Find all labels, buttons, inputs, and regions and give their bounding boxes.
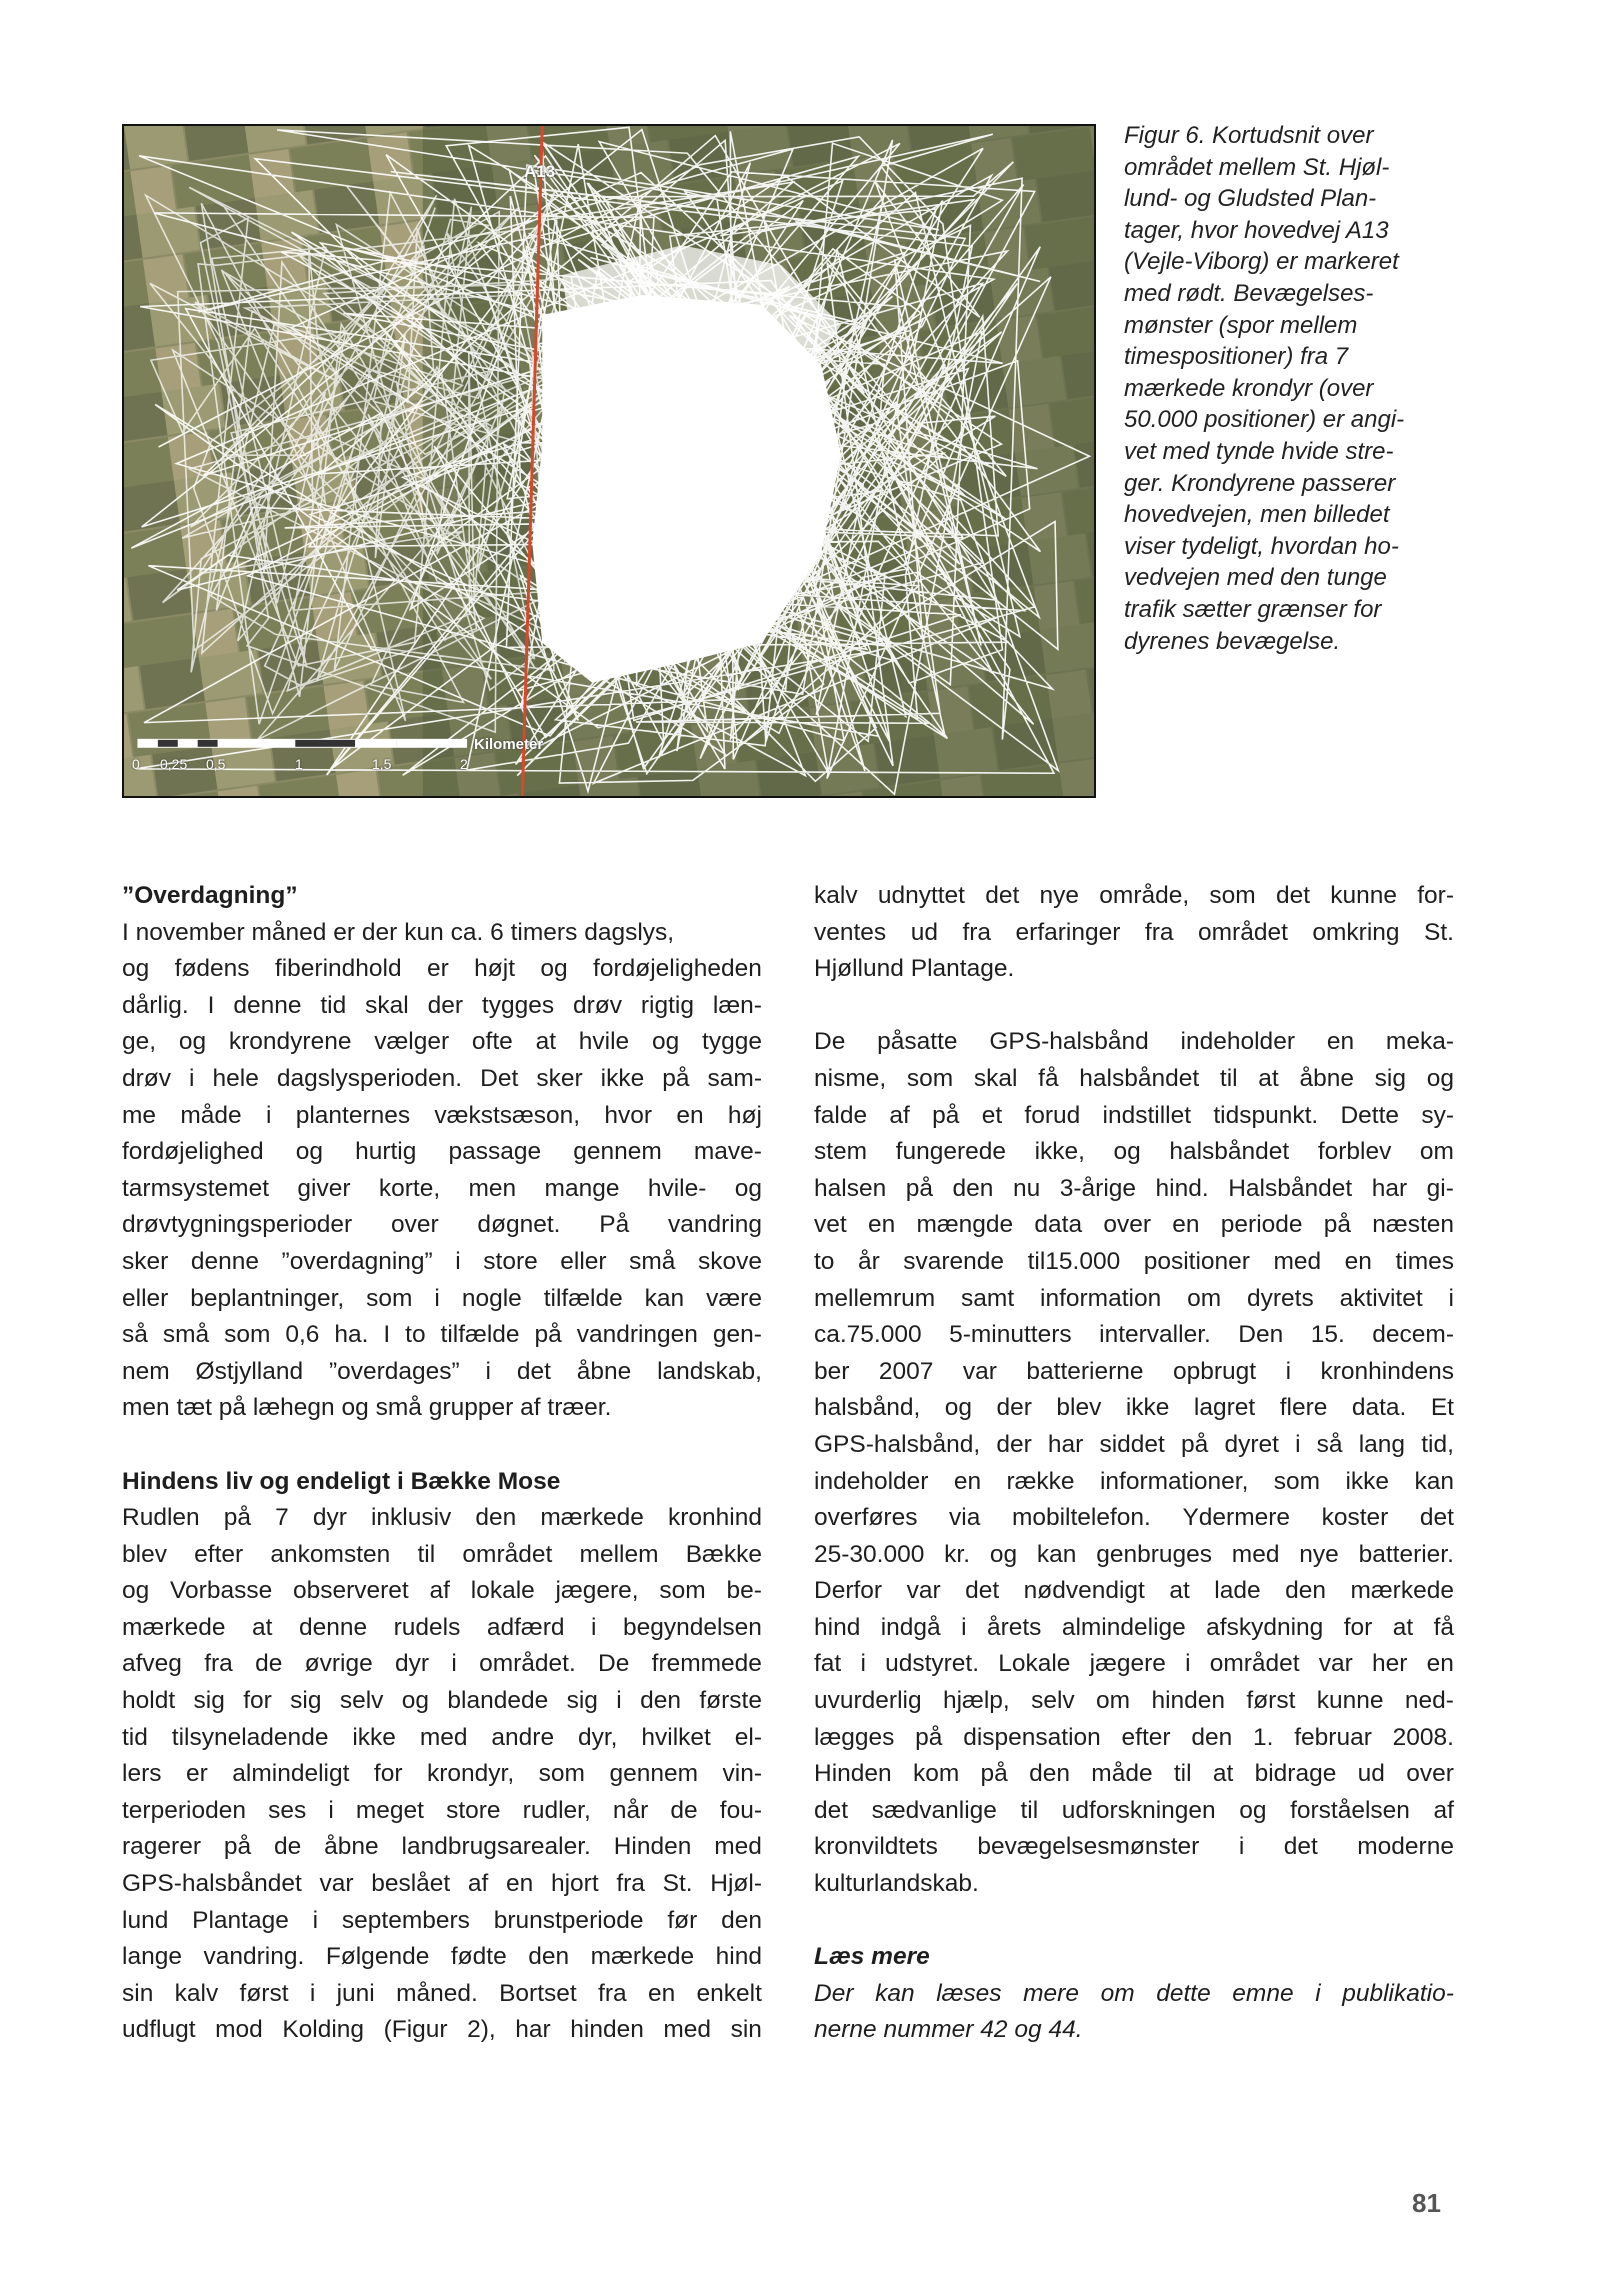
road-label: A13 [524, 162, 556, 181]
body-text-line: og Vorbasse observeret af lokale jægere, som be- [122, 1577, 762, 1605]
body-text-line: indeholder en række informationer, som ikke kan [814, 1467, 1454, 1495]
caption-line: mønster (spor mellem [1124, 311, 1358, 339]
caption-line: med rødt. Bevægelses- [1124, 279, 1374, 307]
body-text-line: to år svarende til15.000 positioner med en times [814, 1247, 1454, 1275]
body-text-line: sker denne ”overdagning” i store eller små skove [122, 1247, 762, 1275]
text-column-left [122, 878, 762, 2049]
body-text-line: kalv udnyttet det nye område, som det kunne for- [814, 882, 1454, 909]
body-text-line: hind indgå i årets almindelige afskydning for at få [814, 1613, 1454, 1641]
section-heading: ”Overdagning” [122, 882, 298, 909]
caption-line: vedvejen med den tunge [1124, 564, 1387, 592]
body-text-line: kulturlandskab. [814, 1870, 979, 1898]
body-text-line: udflugt mod Kolding (Figur 2), har hinden med sin [122, 2016, 762, 2044]
body-text-line: GPS-halsbåndet var beslået af en hjort fra St. Hjøl- [122, 1870, 762, 1898]
body-text-line: lund Plantage i septembers brunstperiode før den [122, 1906, 762, 1934]
body-text-line: vet en mængde data over en periode på næsten [814, 1211, 1454, 1239]
body-text-line: kronvildtets bevægelsesmønster i det moderne [814, 1833, 1454, 1861]
body-text-line: Rudlen på 7 dyr inklusiv den mærkede kronhind [122, 1504, 762, 1532]
body-text-line: lægges på dispensation efter den 1. februar 2008. [814, 1723, 1454, 1751]
body-text-line: holdt sig for sig selv og blandede sig i den første [122, 1687, 762, 1715]
figure-caption [1124, 120, 1454, 657]
body-text-line: halsen på den nu 3-årige hind. Halsbåndet har gi- [814, 1174, 1454, 1202]
caption-line: viser tydeligt, hvordan ho- [1124, 532, 1399, 560]
body-text-line: Der kan læses mere om dette emne i publikatio- [814, 1979, 1454, 2007]
map-figure [122, 124, 1096, 798]
body-text-line: I november måned er der kun ca. 6 timers dagslys, [122, 918, 675, 946]
body-text-line: ge, og krondyrene vælger ofte at hvile og tygge [122, 1028, 762, 1056]
body-text-line: tid tilsyneladende ikke med andre dyr, hvilket el- [122, 1723, 762, 1751]
body-text-line: overføres via mobiltelefon. Ydermere koster det [814, 1504, 1454, 1532]
body-text-line: me måde i planternes vækstsæson, hvor en høj [122, 1101, 762, 1129]
caption-line: dyrenes bevægelse. [1124, 627, 1341, 655]
body-text-line: uvurderlig hjælp, selv om hinden først kunne ned- [814, 1687, 1454, 1715]
scale-tick: 2 [460, 756, 468, 772]
body-text-line: nem Østjylland ”overdages” i det åbne landskab, [122, 1357, 762, 1385]
body-text-line: mærkede at denne rudels adfærd i begyndelsen [122, 1613, 762, 1641]
caption-line: timespositioner) fra 7 [1124, 343, 1349, 371]
scale-unit-label: Kilometer [474, 736, 544, 753]
body-text-line: eller beplantninger, som i nogle tilfælde kan være [122, 1284, 762, 1312]
body-text-line: Hinden kom på den måde til at bidrage ud over [814, 1760, 1454, 1788]
caption-line: 50.000 positioner) er angi- [1124, 406, 1405, 434]
body-text-line: Hjøllund Plantage. [814, 955, 1015, 983]
body-text-line: sin kalv først i juni måned. Bortset fra en enkelt [122, 1979, 762, 2007]
body-text-line: og fødens fiberindhold er højt og fordøjeligheden [122, 955, 762, 983]
caption-line: trafik sætter grænser for [1124, 595, 1382, 623]
caption-line: vet med tynde hvide stre- [1124, 437, 1394, 465]
text-column-right [814, 878, 1454, 2049]
body-text-line: mellemrum samt information om dyrets aktivitet i [814, 1284, 1454, 1312]
body-text-line: fordøjelighed og hurtig passage gennem mave- [122, 1138, 762, 1166]
scale-tick: 0,5 [206, 756, 226, 772]
body-text-line: halsbånd, og der blev ikke lagret flere data. Et [814, 1394, 1454, 1422]
paragraph-gap [122, 1427, 762, 1464]
caption-line: ger. Krondyrene passerer [1124, 469, 1396, 497]
body-text-line: tarmsystemet giver korte, men mange hvile- og [122, 1174, 762, 1202]
caption-line: mærkede krondyr (over [1124, 374, 1374, 402]
paragraph-gap [814, 988, 1454, 1025]
body-text-line: lange vandring. Følgende fødte den mærkede hind [122, 1943, 762, 1971]
caption-line: området mellem St. Hjøl- [1124, 153, 1390, 181]
paragraph-gap [814, 1903, 1454, 1940]
caption-line: Figur 6. Kortudsnit over [1124, 122, 1374, 149]
body-text-line: ragerer på de åbne landbrugsarealer. Hinden med [122, 1833, 762, 1861]
body-text-line: så små som 0,6 ha. I to tilfælde på vandringen gen- [122, 1321, 762, 1349]
body-text-line: ber 2007 var batterierne opbrugt i kronhindens [814, 1357, 1454, 1385]
body-text-line: drøvtygningsperioder over døgnet. På vandring [122, 1211, 762, 1239]
body-text-line: nisme, som skal få halsbåndet til at åbne sig og [814, 1064, 1454, 1092]
caption-line: hovedvejen, men billedet [1124, 501, 1390, 529]
body-text-line: falde af på et forud indstillet tidspunkt. Dette sy- [814, 1101, 1454, 1129]
section-heading: Læs mere [814, 1943, 930, 1971]
caption-line: lund- og Gludsted Plan- [1124, 185, 1377, 213]
body-text-line: ca.75.000 5-minutters intervaller. Den 15. decem- [814, 1321, 1454, 1349]
scale-tick: 0,25 [160, 756, 188, 772]
body-text-line: terperioden ses i meget store rudler, når de fou- [122, 1796, 762, 1824]
body-text-line: fat i udstyret. Lokale jægere i området var her en [814, 1650, 1454, 1678]
caption-line: tager, hvor hovedvej A13 [1124, 216, 1389, 244]
page-number: 81 [1412, 2188, 1441, 2218]
body-text-line: men tæt på læhegn og små grupper af træer. [122, 1394, 612, 1422]
body-text-line: det sædvanlige til udforskningen og forståelsen af [814, 1796, 1454, 1824]
body-text-line: nerne nummer 42 og 44. [814, 2016, 1083, 2044]
scale-tick: 1,5 [372, 756, 392, 772]
body-text-line: ventes ud fra erfaringer fra området omkring St. [814, 918, 1454, 946]
body-text-line: GPS-halsbånd, der har siddet på dyret i så lang tid, [814, 1430, 1454, 1458]
scale-tick: 0 [132, 756, 140, 772]
caption-line: (Vejle-Viborg) er markeret [1124, 248, 1399, 276]
body-text-line: drøv i hele dagslysperioden. Det sker ikke på sam- [122, 1064, 762, 1092]
body-text-line: blev efter ankomsten til området mellem Bække [122, 1540, 762, 1568]
body-text-line: afveg fra de øvrige dyr i området. De fremmede [122, 1650, 762, 1678]
body-text-line: 25-30.000 kr. og kan genbruges med nye batterier. [814, 1540, 1454, 1568]
body-text-line: Derfor var det nødvendigt at lade den mærkede [814, 1577, 1454, 1605]
body-text-line: stem fungerede ikke, og halsbåndet forblev om [814, 1138, 1454, 1166]
body-text-line: lers er almindeligt for krondyr, som gennem vin- [122, 1760, 762, 1788]
section-heading: Hindens liv og endeligt i Bække Mose [122, 1467, 561, 1495]
body-text-line: De påsatte GPS-halsbånd indeholder en meka- [814, 1028, 1454, 1056]
scale-tick: 1 [295, 756, 303, 772]
map-image [124, 126, 1094, 796]
body-text-line: dårlig. I denne tid skal der tygges drøv rigtig læn- [122, 991, 762, 1019]
scale-bar [138, 739, 467, 747]
